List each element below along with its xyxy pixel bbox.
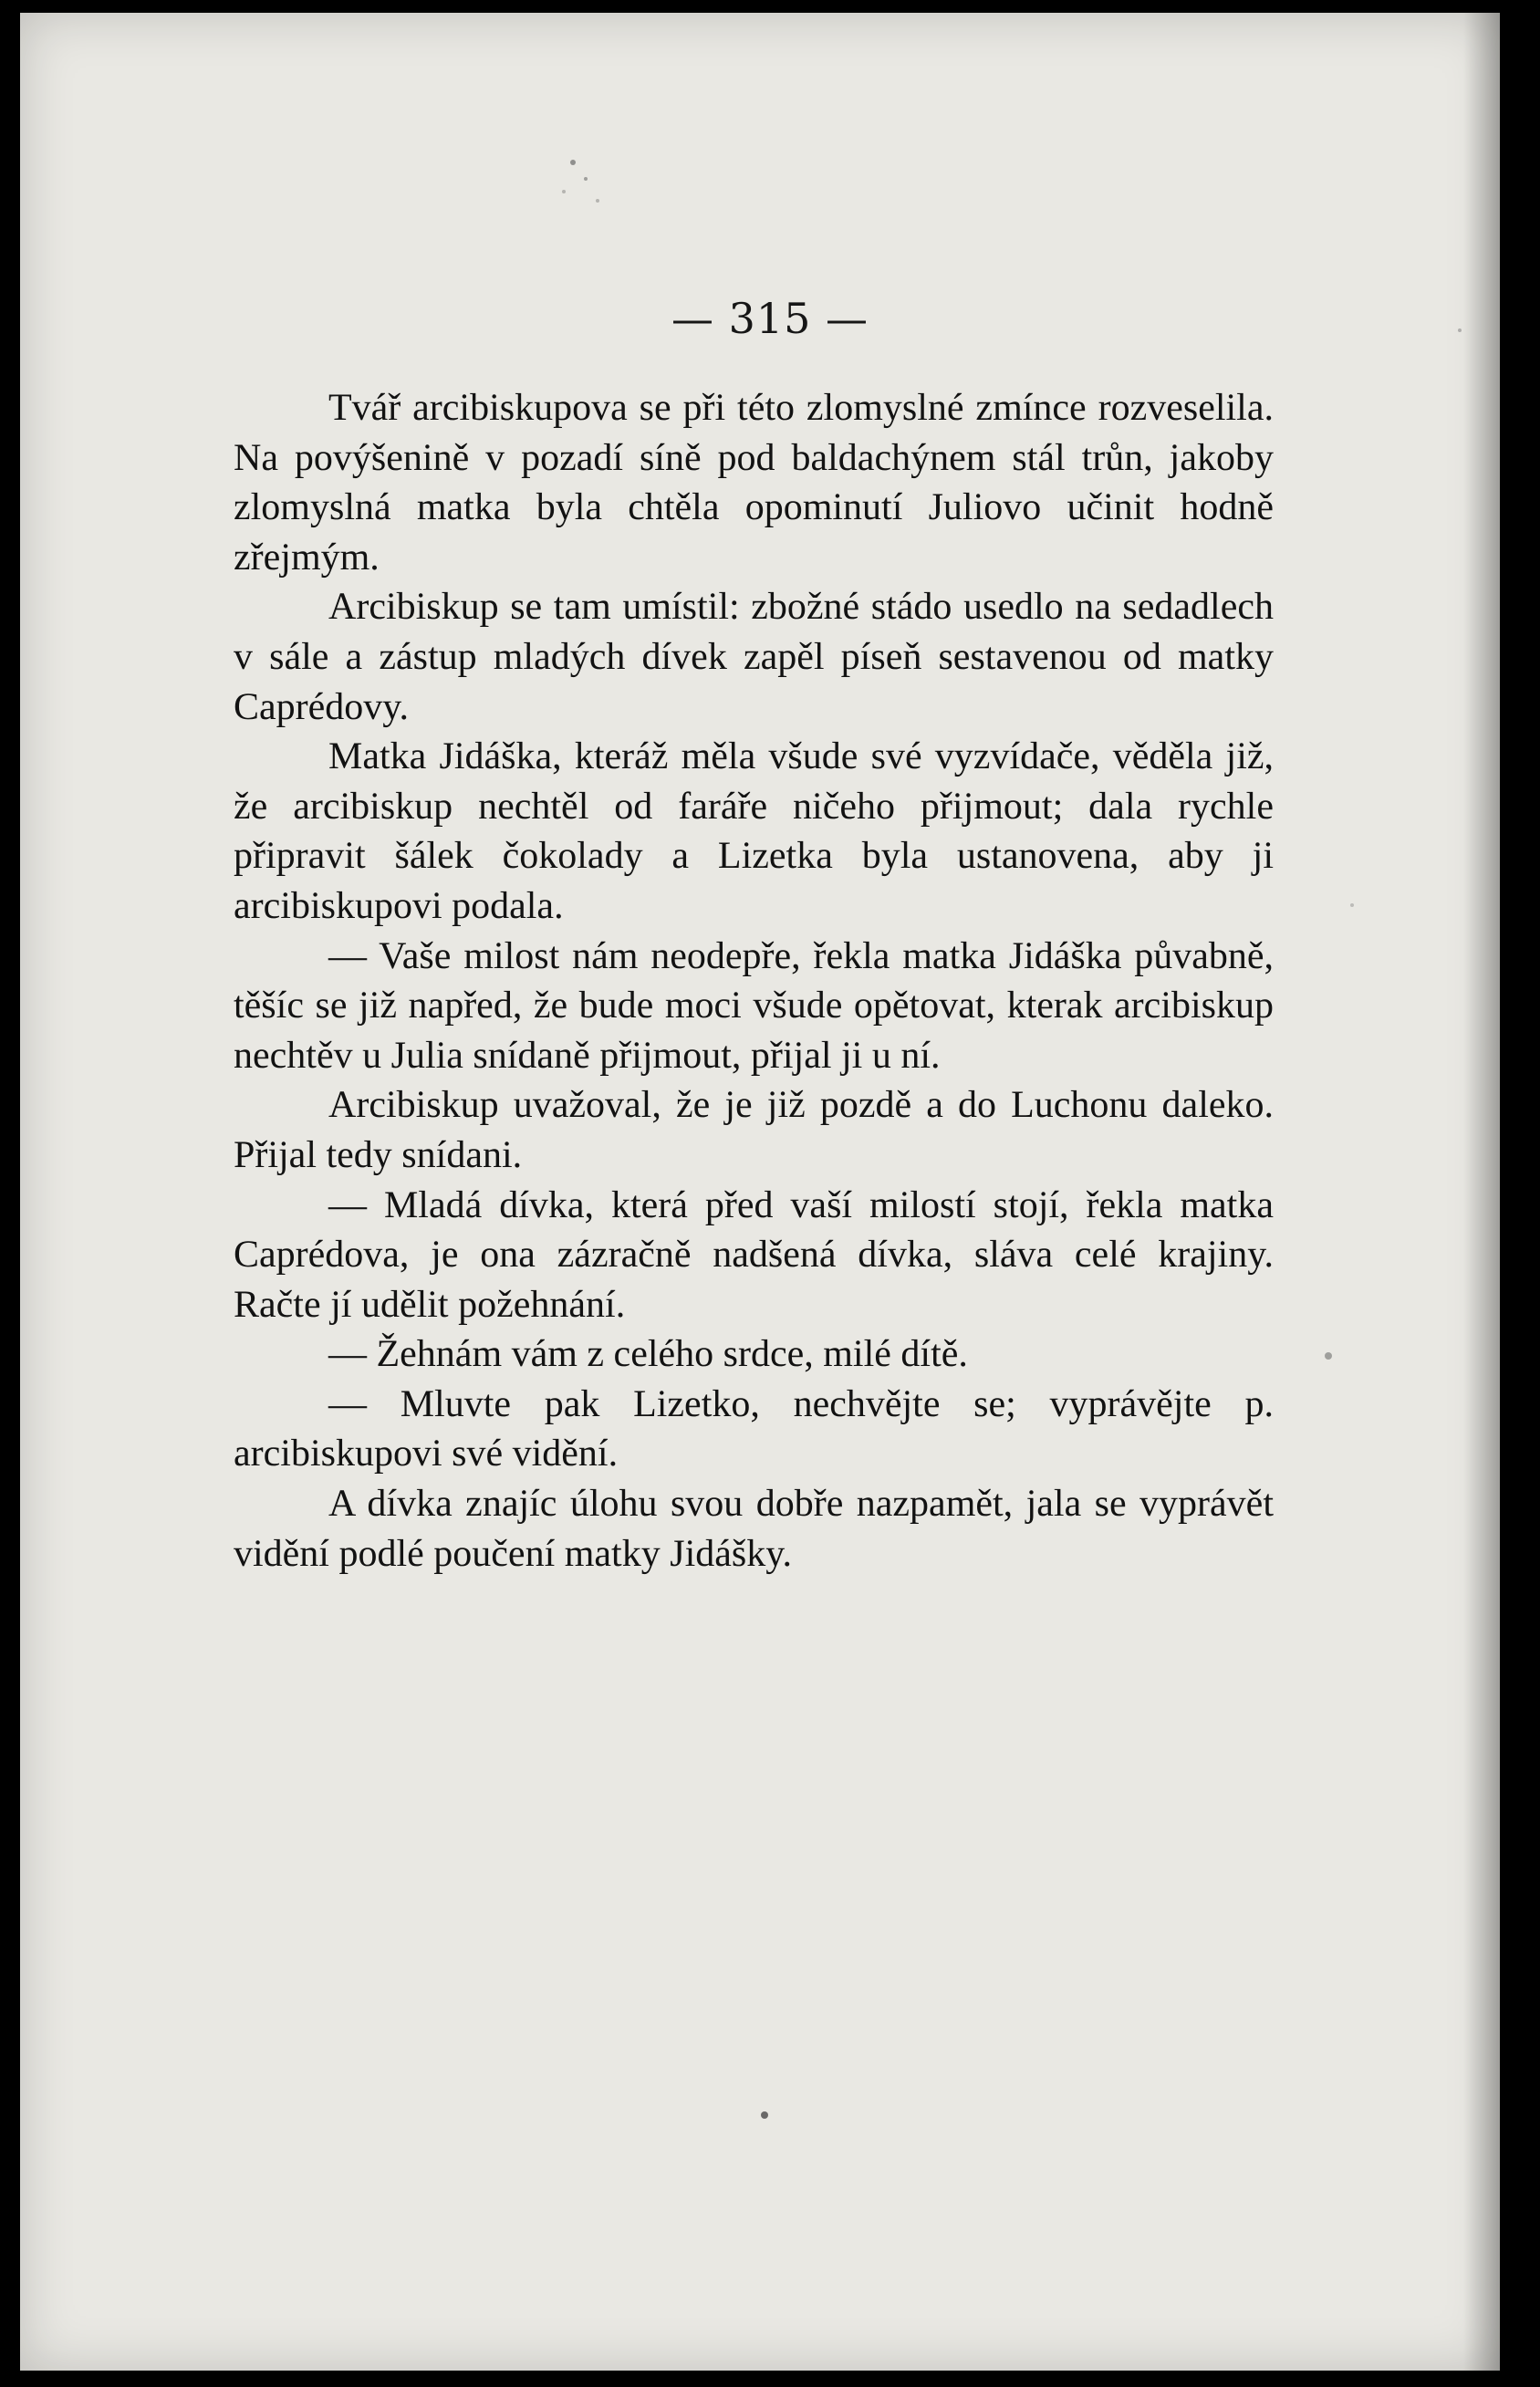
paragraph-1: Tvář arcibiskupova se při této zlomyslné zmínce rozveselila. Na povýšenině v pozadí síně pod baldachýnem stál trůn, jakoby zlomyslná matka byla chtěla opominutí Juliovo učinit hodně zřejmým.	[234, 387, 1274, 579]
paragraph-6: — Mladá dívka, která před vaší milostí stojí, řekla matka Caprédova, je ona zázračně nadšená dívka, sláva celé krajiny. Račte jí udělit požehnání.	[234, 1183, 1274, 1326]
paragraph-9: A dívka znajíc úlohu svou dobře nazpamět, jala se vyprávět vidění podlé poučení matky Jidášky.	[234, 1483, 1274, 1575]
paragraph-4: — Vaše milost nám neodepře, řekla matka Jidáška půvabně, těšíc se již napřed, že bude moci všude opětovat, kterak arcibiskup nechtěv u Julia snídaně přijmout, přijal ji u ní.	[234, 934, 1274, 1077]
paragraph-8: — Mluvte pak Lizetko, nechvějte se; vyprávějte p. arcibiskupovi své vidění.	[234, 1382, 1274, 1475]
paragraph-5: Arcibiskup uvažoval, že je již pozdě a do Luchonu daleko. Přijal tedy snídani.	[234, 1084, 1274, 1176]
paragraph-7: — Žehnám vám z celého srdce, milé dítě.	[328, 1333, 968, 1376]
paragraph-2: Arcibiskup se tam umístil: zbožné stádo usedlo na sedadlech v sále a zástup mladých dívek zapěl píseň sestavenou od matky Caprédovy.	[234, 586, 1274, 728]
page-number: — 315 —	[671, 294, 869, 343]
paragraph-3: Matka Jidáška, kteráž měla všude své vyzvídače, věděla již, že arcibiskup nechtěl od faráře ničeho přijmout; dala rychle připravit šálek čokolady a Lizetka byla ustanovena, aby ji arcibiskupovi podala.	[234, 735, 1274, 927]
body-text	[234, 383, 1274, 1579]
